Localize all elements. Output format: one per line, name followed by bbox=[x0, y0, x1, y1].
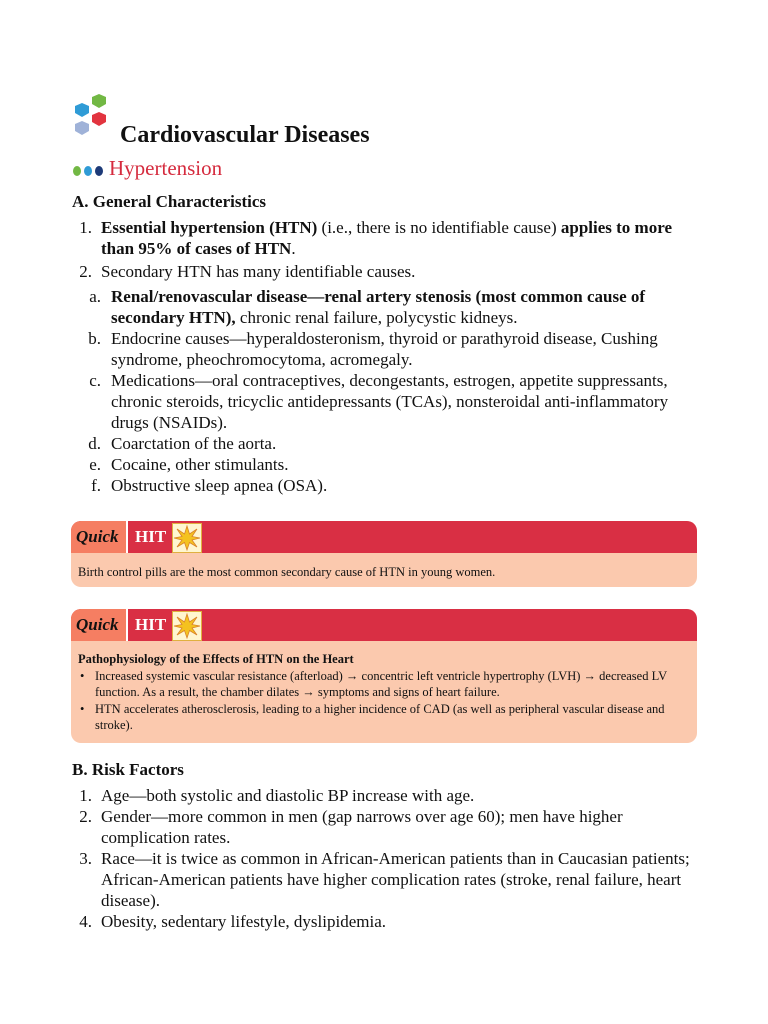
quick-hit-text: Birth control pills are the most common secondary cause of HTN in young women. bbox=[78, 565, 496, 579]
hit-label: HIT bbox=[135, 615, 167, 634]
quick-hit-box bbox=[71, 609, 697, 743]
list-item: f. Obstructive sleep apnea (OSA). bbox=[91, 476, 328, 495]
heading-general-characteristics: A. General Characteristics bbox=[72, 192, 267, 211]
secondary-causes-list bbox=[85, 286, 695, 496]
list-item: 3. Race—it is twice as common in African-American patients than in Caucasian patients; African-American patients have higher complication rates (stroke, renal failure, heart disease). bbox=[79, 849, 690, 910]
chapter-logo-hexagons-icon bbox=[70, 93, 112, 143]
quick-label: Quick bbox=[71, 521, 128, 553]
risk-factors-list bbox=[72, 785, 690, 932]
list-item: e. Cocaine, other stimulants. bbox=[89, 455, 289, 474]
bullet-icon: • bbox=[80, 701, 85, 716]
list-item: c. Medications—oral contraceptives, decongestants, estrogen, appetite suppressants, chronic steroids, tricyclic antidepressants (TCAs), nonsteroidal anti-inflammatory drugs (NSAIDs). bbox=[89, 371, 669, 432]
list-item: a. Renal/renovascular disease—renal artery stenosis (most common cause of secondary HTN), chronic renal failure, polycystic kidneys. bbox=[89, 287, 646, 327]
general-characteristics-list bbox=[72, 217, 682, 282]
quick-hit-body bbox=[71, 553, 697, 587]
list-item: 4. Obesity, sedentary lifestyle, dyslipidemia. bbox=[79, 912, 386, 931]
chapter-title: Cardiovascular Diseases bbox=[120, 122, 370, 148]
quick-label: Quick bbox=[71, 609, 128, 641]
list-item: d. Coarctation of the aorta. bbox=[88, 434, 277, 453]
list-item: 2. Secondary HTN has many identifiable causes. bbox=[79, 262, 416, 281]
quick-hit-body bbox=[71, 641, 697, 742]
starburst-icon bbox=[172, 611, 202, 641]
quick-hit-header bbox=[71, 521, 697, 553]
quick-hit-box bbox=[71, 521, 697, 587]
starburst-icon bbox=[172, 523, 202, 553]
hit-label: HIT bbox=[135, 527, 167, 546]
list-item: 2. Gender—more common in men (gap narrows over age 60); men have higher complication rates. bbox=[79, 807, 623, 847]
list-item: 1. Age—both systolic and diastolic BP increase with age. bbox=[79, 786, 475, 805]
heading-risk-factors: B. Risk Factors bbox=[72, 760, 184, 779]
list-item: • Increased systemic vascular resistance (afterload) → concentric left ventricle hypertrophy (LVH) → decreased LV function. As a result, the chamber dilates → symptoms and signs of heart failure. bbox=[80, 668, 667, 699]
quick-hit-subhead: Pathophysiology of the Effects of HTN on the Heart bbox=[78, 652, 354, 666]
quick-hit-header bbox=[71, 609, 697, 641]
quick-hit-bullets bbox=[78, 668, 689, 734]
bullet-icon: • bbox=[80, 668, 85, 683]
section-dots-icon bbox=[72, 164, 106, 178]
list-item: 1. Essential hypertension (HTN) (i.e., there is no identifiable cause) applies to more than 95% of cases of HTN. bbox=[79, 218, 672, 258]
list-item: b. Endocrine causes—hyperaldosteronism, thyroid or parathyroid disease, Cushing syndrome, pheochromocytoma, acromegaly. bbox=[88, 329, 658, 369]
list-item: • HTN accelerates atherosclerosis, leading to a higher incidence of CAD (as well as peripheral vascular disease and stroke). bbox=[80, 701, 665, 732]
section-title: Hypertension bbox=[109, 156, 223, 180]
